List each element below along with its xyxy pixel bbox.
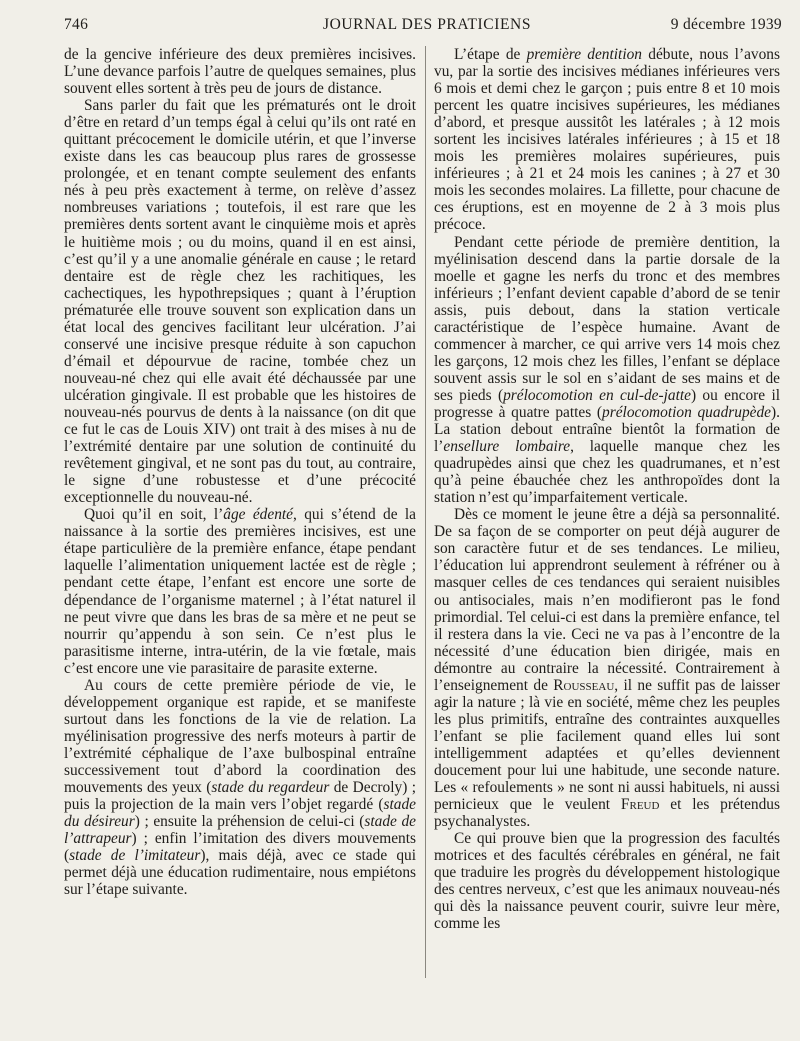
issue-date: 9 décembre 1939 [670, 16, 782, 33]
text-run: ) ; ensuite la préhension de celui-ci ( [134, 813, 365, 831]
text-run: ), mais déjà, avec ce stade qui permet déjà une éducation rudimentaire, nous empiétons sur l’étape suivante. [64, 847, 416, 899]
text-run: ). La station debout entraîne bientôt la formation de l’ [434, 403, 780, 456]
italic-term: stade de l’attrapeur [64, 813, 417, 848]
italic-term: âge édenté [223, 506, 293, 524]
italic-term: stade du regardeur [211, 779, 330, 797]
author-name: Freud [620, 796, 660, 814]
author-name: Rousseau [553, 676, 615, 694]
paragraph [434, 234, 780, 507]
italic-term: prélocomotion quadrupède [602, 403, 772, 421]
paragraph: de la gencive inférieure des deux premières incisives. L’une devance parfois l’autre de quelques semaines, plus souvent elles sortent à très peu de jours de distance. [64, 46, 416, 98]
text-run: Dès ce moment le jeune être a déjà sa personnalité. De sa façon de se comporter on peut déjà augurer de son caractère futur et de ses tendances. Le milieu, l’éducation lui apprendront seulement à réfréner ou à masquer celles de ces tendances qui seraient nuisibles ou antisociales, mais n’en modifieront pas le fond primordial. Tel celui-ci est dans la première enfance, tel il restera dans la vie. Ceci ne va pas à l’encontre de la nécessité d’une éducation bien dirigée, mais en démontre au contraire la nécessité. Contrairement à l’enseignement de [434, 506, 780, 694]
text-run: , il ne suffit pas de laisser agir la nature ; là vie en société, même chez les peuples les plus primitifs, entraîne des contraintes auxquelles l’enfant se plie facilement quand elles lui sont intelligemment adaptées et qu’elles deviennent doucement pour lui une habitude, une seconde nature. Les « refoulements » ne sont ni aussi habituels, ni aussi pernicieux que le veulent [434, 676, 780, 814]
page-header [64, 16, 790, 38]
column-divider [425, 46, 426, 978]
text-run: L’étape de [454, 46, 527, 63]
italic-term: première dentition [526, 46, 642, 63]
paragraph [64, 506, 416, 676]
paragraph [64, 677, 416, 899]
text-run: Pendant cette période de première dentition, la myélinisation descend dans la partie dorsale de la moelle et gagne les nerfs du tronc et des membres inférieurs ; l’enfant devient capable d’abord de se tenir assis, puis debout, dans la station verticale caractéristique de l’espèce humaine. Avant de commencer à marcher, ce qui arrive vers 14 mois chez les garçons, 12 mois chez les filles, l’enfant se déplace souvent assis sur le sol en s’aidant de ses mains et de ses pieds ( [434, 233, 780, 404]
text-run: de Decroly) ; puis la projection de la main vers l’objet regardé ( [64, 779, 416, 814]
text-run: , qui s’étend de la naissance à la sortie des premières incisives, est une étape particulière de la première enfance, étape pendant laquelle l’alimentation uniquement lactée est de règle ; pendant cette étape, l’enfant est encore une sorte de dépendance de l’organisme maternel ; à l’état naturel il ne peut vivre que dans les bras de sa mère et ne peut se nourrir qu’appendu à son sein. Ce n’est plus le parasitisme interne, intra-utérin, de la vie fœtale, mais c’est encore une vie parasitaire de parasite externe. [64, 506, 416, 677]
text-run: ) ou encore il progresse à quatre pattes ( [434, 386, 780, 421]
page-number: 746 [64, 16, 89, 33]
left-column [64, 46, 416, 898]
text-run: Quoi qu’il en soit, l’ [84, 506, 224, 524]
italic-term: prélocomotion en cul-de-jatte [503, 386, 691, 404]
paragraph [434, 46, 780, 234]
paragraph [434, 506, 780, 830]
text-run: , laquelle manque chez les quadrupèdes ainsi que chez les quadrumanes, et n’est qu’à peine ébauchée chez les anthropoïdes dont la station n’est qu’imparfaitement verticale. [434, 438, 780, 507]
italic-term: stade de l’imitateur [69, 847, 201, 865]
italic-term: ensellure lombaire [443, 438, 571, 456]
paragraph: Ce qui prouve bien que la progression des facultés motrices et des facultés cérébrales en général, ne fait que traduire les progrès du développement histologique des centres nerveux, c’est que les animaux nouveau-nés qui dès la naissance peuvent courir, suivre leur mère, comme les [434, 830, 780, 933]
journal-title: JOURNAL DES PRATICIENS [322, 16, 532, 33]
text-run: ) ; enfin l’imitation des divers mouvements ( [64, 830, 416, 865]
text-run: et les prétendus psychanalystes. [434, 796, 780, 831]
paragraph: Sans parler du fait que les prématurés ont le droit d’être en retard d’un temps égal à celui qu’ils ont raté en quittant précocement le domicile utérin, et que l’inverse existe dans les cas beaucoup plus rares de grossesse prolongée, et en tenant compte seulement des enfants nés à peu près exactement à terme, on relève d’assez nombreuses variations ; toutefois, il est rare que les premières dents sortent avant le cinquième mois et après le huitième mois ; ou du moins, quand il en est ainsi, c’est qu’il y a une anomalie générale en cause ; le retard dentaire est de règle chez les rachitiques, les cachectiques, les hypothrepsiques ; quant à l’éruption prématurée elle trouve souvent son explication dans un état local des gencives facilitant leur ulcération. J’ai conservé une incisive presque réduite à son capuchon d’émail et dépourvue de racine, tombée chez un nouveau-né chez qui elle avait été déchaussée par une ulcération gingivale. Il est probable que les histoires de nouveau-nés pourvus de dents à la naissance (on dit que ce fut le cas de Louis XIV) ont trait à des mises à nu de l’extrémité dentaire par une solution de continuité du revêtement gingival, et ne sont pas du tout, au contraire, le signe d’une robustesse et d’une précocité exceptionnelle du nouveau-né. [64, 97, 416, 507]
text-run: débute, nous l’avons vu, par la sortie des incisives médianes inférieures vers 6 mois et demi chez le garçon ; puis entre 8 et 10 mois percent les quatre incisives supérieures, les médianes d’abord, et presque aussitôt les latérales ; à 12 mois sortent les incisives latérales inférieures ; à 15 et 18 mois les premières molaires supérieures, puis inférieures ; à 21 et 24 mois les canines ; à 27 et 30 mois les secondes molaires. La fillette, pour chacune de ces éruptions, est en moyenne de 2 à 3 mois plus précoce. [434, 46, 780, 234]
italic-term: stade du désireur [64, 796, 416, 831]
right-column [434, 46, 780, 932]
text-run: Au cours de cette première période de vie, le développement organique est rapide, et se manifeste surtout dans les fonctions de la vie de relation. La myélinisation progressive des nerfs moteurs à partir de l’extrémité céphalique de l’axe bulbospinal entraîne successivement tout d’abord la coordination des mouvements des yeux ( [64, 676, 416, 797]
